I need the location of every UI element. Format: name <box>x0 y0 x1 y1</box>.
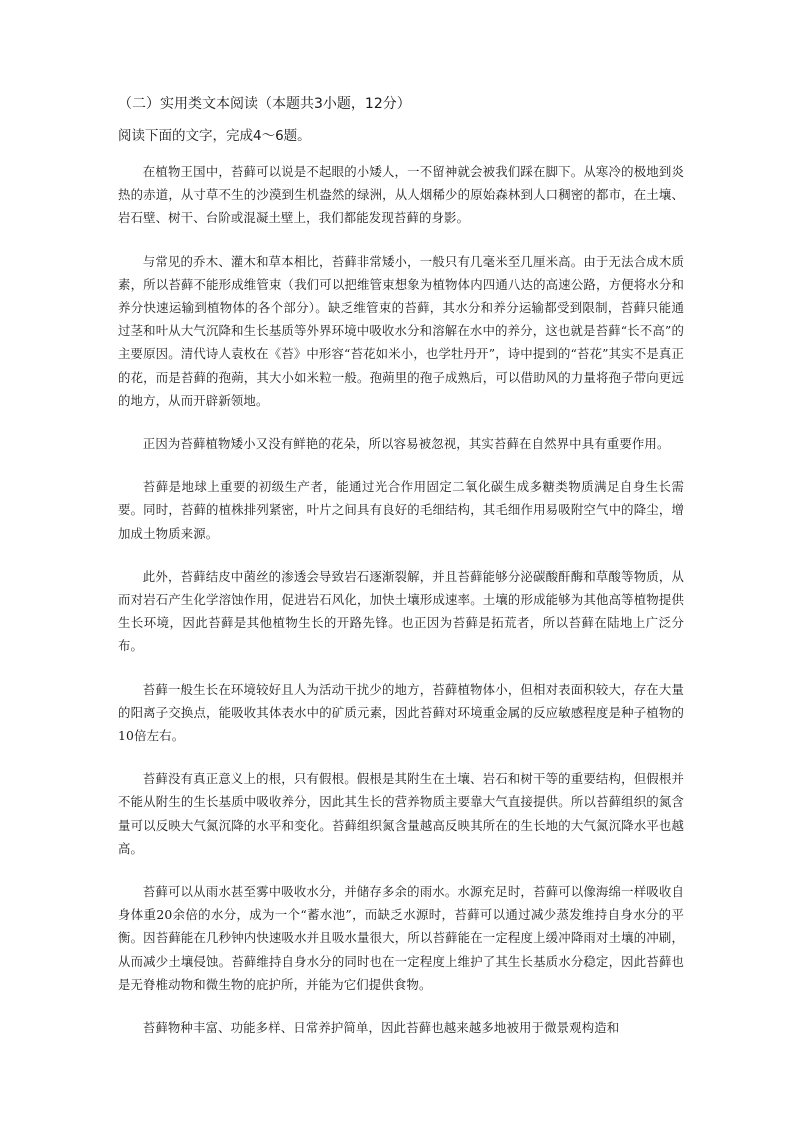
paragraph-6: 苔藓一般生长在环境较好且人为活动干扰少的地方，苔藓植物体小，但相对表面积较大，存在大量的阳离子交换点，能吸收其体表水中的矿质元素，因此苔藓对环境重金属的反应敏感程度是种子植物的10倍左右。 <box>118 681 684 744</box>
paragraph-7: 苔藓没有真正意义上的根，只有假根。假根是其附生在土壤、岩石和树干等的重要结构，但假根并不能从附生的生长基质中吸收养分，因此其生长的营养物质主要靠大气直接提供。所以苔藓组织的氮含量可以反映大气氮沉降的水平和变化。苔藓组织氮含量越高反映其所在的生长地的大气氮沉降水平也越高。 <box>118 771 684 856</box>
document-page <box>118 94 684 1059</box>
reading-instruction: 阅读下面的文字，完成4～6题。 <box>118 128 311 144</box>
paragraph-3: 正因为苔藓植物矮小又没有鲜艳的花朵，所以容易被忽视，其实苔藓在自然界中具有重要作用。 <box>142 436 670 452</box>
paragraph-9: 苔藓物种丰富、功能多样、日常养护简单，因此苔藓也越来越多地被用于微景观构造和 <box>142 1020 620 1036</box>
section-title: （二）实用类文本阅读（本题共3小题，12分） <box>118 96 411 112</box>
paragraph-8: 苔藓可以从雨水甚至雾中吸收水分，并储存多余的雨水。水源充足时，苔藓可以像海绵一样吸收自身体重20余倍的水分，成为一个“蓄水池”，而缺乏水源时，苔藓可以通过减少蒸发维持自身水分的平衡。因苔藓能在几秒钟内快速吸水并且吸水量很大，所以苔藓能在一定程度上缓冲降雨对土壤的冲刷，从而减少土壤侵蚀。苔藓维持自身水分的同时也在一定程度上维护了其生长基质水分稳定，因此苔藓也是无脊椎动物和微生物的庇护所，并能为它们提供食物。 <box>118 884 684 992</box>
paragraph-4: 苔藓是地球上重要的初级生产者，能通过光合作用固定二氧化碳生成多糖类物质满足自身生长需要。同时，苔藓的植株排列紧密，叶片之间具有良好的毛细结构，其毛细作用易吸附空气中的降尘，增加成土物质来源。 <box>118 479 684 541</box>
paragraph-2: 与常见的乔木、灌木和草本相比，苔藓非常矮小，一般只有几毫米至几厘米高。由于无法合成木质素，所以苔藓不能形成维管束（我们可以把维管束想象为植物体内四通八达的高速公路，方便将水分和养分快速运输到植物体的各个部分）。缺乏维管束的苔藓，其水分和养分运输都受到限制，苔藓只能通过茎和叶从大气沉降和生长基质等外界环境中吸收水分和溶解在水中的养分，这也就是苔藓“长不高”的主要原因。清代诗人袁枚在《苔》中形容“苔花如米小，也学牡丹开”，诗中提到的“苔花”其实不是真正的花，而是苔藓的孢蒴，其大小如米粒一般。孢蒴里的孢子成熟后，可以借助风的力量将孢子带向更远的地方，从而开辟新领地。 <box>118 253 684 408</box>
paragraph-1: 在植物王国中，苔藓可以说是不起眼的小矮人，一不留神就会被我们踩在脚下。从寒冷的极地到炎热的赤道，从寸草不生的沙漠到生机盎然的绿洲，从人烟稀少的原始森林到人口稠密的都市，在土壤、岩石壁、树干、台阶或混凝土壁上，我们都能发现苔藓的身影。 <box>118 164 684 226</box>
paragraph-5: 此外，苔藓结皮中菌丝的渗透会导致岩石逐渐裂解，并且苔藓能够分泌碳酸酐酶和草酸等物质，从而对岩石产生化学溶蚀作用，促进岩石风化，加快土壤形成速率。土壤的形成能够为其他高等植物提供生长环境，因此苔藓是其他植物生长的开路先锋。也正因为苔藓是拓荒者，所以苔藓在陆地上广泛分布。 <box>118 568 684 654</box>
